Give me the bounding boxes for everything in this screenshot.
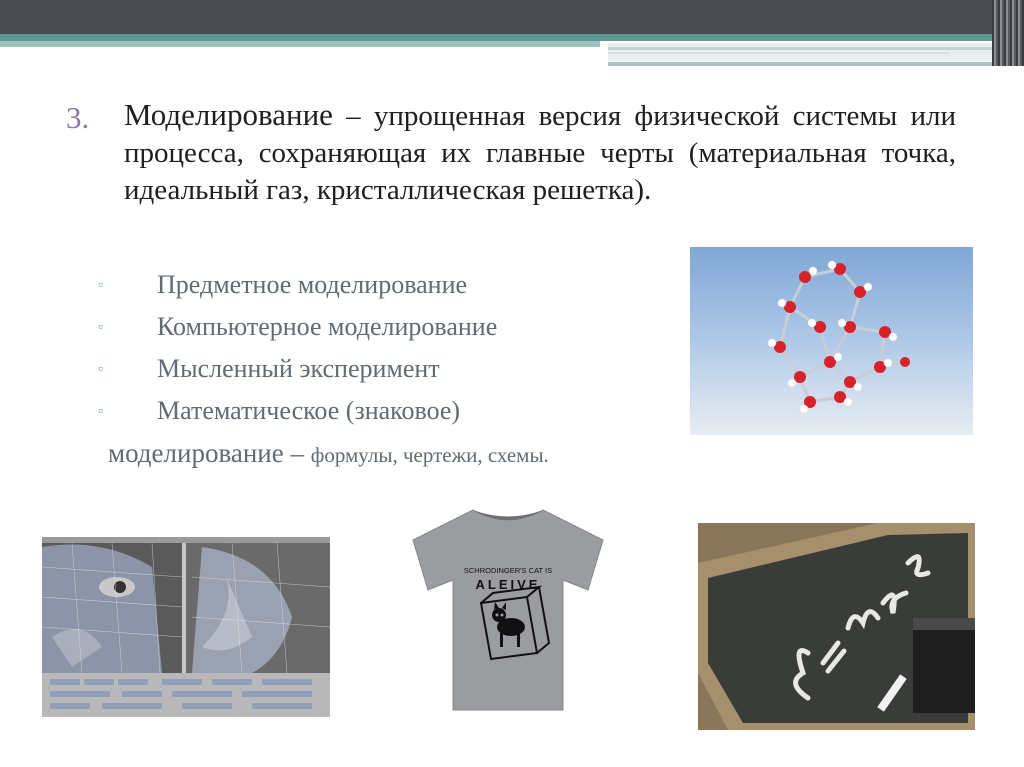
term: Моделирование: [124, 97, 333, 132]
bullet-item: Мысленный эксперимент: [157, 354, 440, 383]
cad-model-image: [42, 537, 330, 717]
cad-drawing: [42, 537, 330, 717]
t-shirt-drawing: [403, 505, 613, 717]
definition-text: – упрощенная версия физической системы или процесса, сохраняющая их главные черты (материальная точка, идеальный газ, кристаллическая решетка).: [124, 100, 956, 206]
bullet-marker: ▫: [98, 404, 103, 419]
header-accent-stripe: [0, 34, 1024, 41]
shirt-text-line1: SCHRODINGER'S CAT IS: [463, 566, 553, 575]
header-line: [608, 47, 998, 50]
bullet-marker: ▫: [98, 320, 103, 335]
continuation-examples: формулы, чертежи, схемы.: [310, 443, 549, 467]
molecule-drawing: [690, 247, 973, 435]
blackboard-image: [698, 523, 975, 730]
molecule-model-image: [690, 247, 973, 435]
bullet-continuation: [108, 438, 549, 469]
bullet-marker: ▫: [98, 362, 103, 377]
header-bar: [0, 0, 1024, 34]
bullet-item: Предметное моделирование: [157, 270, 468, 299]
shirt-text-line2: ALEIVE: [475, 577, 541, 592]
blackboard-drawing: [698, 523, 975, 730]
header-line: [608, 52, 950, 54]
definition-paragraph: [124, 96, 956, 209]
t-shirt-image: [403, 505, 613, 717]
item-number: 3.: [66, 100, 90, 135]
bullet-marker: ▫: [98, 278, 103, 293]
continuation-main: моделирование –: [108, 438, 311, 468]
header-line: [608, 62, 1003, 66]
bullet-item: Математическое (знаковое): [157, 396, 461, 425]
bullet-item: Компьютерное моделирование: [157, 312, 498, 341]
header-line: [0, 41, 600, 47]
header-edge-texture: [992, 0, 1024, 66]
